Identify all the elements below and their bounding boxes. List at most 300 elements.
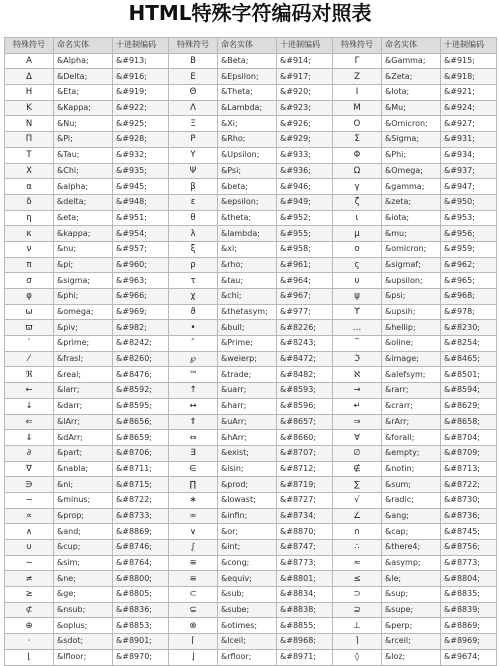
- entity-name-cell: &nsub;: [54, 602, 113, 618]
- decimal-code-cell: &#953;: [441, 210, 497, 226]
- symbol-cell: ™: [169, 367, 218, 383]
- entity-name-cell: &ge;: [54, 587, 113, 603]
- symbol-cell: √: [333, 492, 382, 508]
- decimal-code-cell: &#920;: [277, 85, 333, 101]
- decimal-code-cell: &#956;: [441, 226, 497, 242]
- symbol-cell: ∏: [169, 477, 218, 493]
- entity-name-cell: &iota;: [382, 210, 441, 226]
- decimal-code-cell: &#8260;: [113, 351, 169, 367]
- symbol-cell: ⌈: [169, 634, 218, 650]
- symbol-cell: Χ: [5, 163, 54, 179]
- entity-name-cell: &omega;: [54, 304, 113, 320]
- header-entity-name: 命名实体: [54, 38, 113, 54]
- entity-name-cell: &delta;: [54, 194, 113, 210]
- symbol-cell: ∧: [5, 524, 54, 540]
- decimal-code-cell: &#949;: [277, 194, 333, 210]
- page-title: HTML特殊字符编码对照表: [128, 1, 372, 25]
- symbol-cell: Φ: [333, 147, 382, 163]
- symbol-cell: ≤: [333, 571, 382, 587]
- decimal-code-cell: &#8243;: [277, 336, 333, 352]
- symbol-cell: Σ: [333, 132, 382, 148]
- decimal-code-cell: &#915;: [441, 53, 497, 69]
- entity-name-cell: &chi;: [218, 289, 277, 305]
- symbol-cell: ≠: [5, 571, 54, 587]
- entity-name-cell: &asymp;: [382, 555, 441, 571]
- decimal-code-cell: &#927;: [441, 116, 497, 132]
- entity-name-cell: &sum;: [382, 477, 441, 493]
- decimal-code-cell: &#8800;: [113, 571, 169, 587]
- symbol-cell: ≈: [333, 555, 382, 571]
- symbol-cell: Υ: [169, 147, 218, 163]
- symbol-cell: λ: [169, 226, 218, 242]
- table-row: [5, 163, 497, 179]
- decimal-code-cell: &#8657;: [277, 414, 333, 430]
- decimal-code-cell: &#8482;: [277, 367, 333, 383]
- decimal-code-cell: &#8707;: [277, 445, 333, 461]
- decimal-code-cell: &#963;: [113, 273, 169, 289]
- symbol-cell: …: [333, 320, 382, 336]
- symbol-cell: ϖ: [5, 320, 54, 336]
- decimal-code-cell: &#8254;: [441, 336, 497, 352]
- entity-name-cell: &sim;: [54, 555, 113, 571]
- decimal-code-cell: &#925;: [113, 116, 169, 132]
- symbol-cell: ⌋: [169, 649, 218, 665]
- decimal-code-cell: &#8855;: [277, 618, 333, 634]
- header-entity-name: 命名实体: [218, 38, 277, 54]
- entity-name-cell: &alpha;: [54, 179, 113, 195]
- entity-name-cell: &nu;: [54, 241, 113, 257]
- symbol-cell: →: [333, 383, 382, 399]
- entity-name-cell: &int;: [218, 540, 277, 556]
- decimal-code-cell: &#962;: [441, 257, 497, 273]
- symbol-cell: ∋: [5, 477, 54, 493]
- entity-name-cell: &Omicron;: [382, 116, 441, 132]
- decimal-code-cell: &#8594;: [441, 383, 497, 399]
- entity-name-cell: &epsilon;: [218, 194, 277, 210]
- symbol-cell: ⊗: [169, 618, 218, 634]
- decimal-code-cell: &#8715;: [113, 477, 169, 493]
- entity-name-cell: &there4;: [382, 540, 441, 556]
- symbol-cell: ε: [169, 194, 218, 210]
- decimal-code-cell: &#8805;: [113, 587, 169, 603]
- symbol-cell: ⌊: [5, 649, 54, 665]
- decimal-code-cell: &#8476;: [113, 367, 169, 383]
- decimal-code-cell: &#923;: [277, 100, 333, 116]
- table-row: [5, 555, 497, 571]
- symbol-cell: ⊂: [169, 587, 218, 603]
- decimal-code-cell: &#982;: [113, 320, 169, 336]
- decimal-code-cell: &#8764;: [113, 555, 169, 571]
- decimal-code-cell: &#8629;: [441, 398, 497, 414]
- entity-name-cell: &psi;: [382, 289, 441, 305]
- symbol-cell: ∑: [333, 477, 382, 493]
- table-row: [5, 179, 497, 195]
- entity-name-cell: &rho;: [218, 257, 277, 273]
- entity-name-cell: &loz;: [382, 649, 441, 665]
- symbol-cell: Τ: [5, 147, 54, 163]
- decimal-code-cell: &#931;: [441, 132, 497, 148]
- decimal-code-cell: &#8745;: [441, 524, 497, 540]
- table-row: [5, 508, 497, 524]
- symbol-cell: ∉: [333, 461, 382, 477]
- decimal-code-cell: &#968;: [441, 289, 497, 305]
- decimal-code-cell: &#945;: [113, 179, 169, 195]
- entity-name-cell: &lArr;: [54, 414, 113, 430]
- table-row: [5, 414, 497, 430]
- decimal-code-cell: &#950;: [441, 194, 497, 210]
- symbol-cell: ⊇: [333, 602, 382, 618]
- table-row: [5, 257, 497, 273]
- symbol-cell: ∀: [333, 430, 382, 446]
- decimal-code-cell: &#965;: [441, 273, 497, 289]
- entity-name-cell: &zeta;: [382, 194, 441, 210]
- table-row: [5, 226, 497, 242]
- header-symbol: 特殊符号: [333, 38, 382, 54]
- entity-name-cell: &Beta;: [218, 53, 277, 69]
- decimal-code-cell: &#913;: [113, 53, 169, 69]
- entity-name-cell: &uarr;: [218, 383, 277, 399]
- symbol-cell: ο: [333, 241, 382, 257]
- decimal-code-cell: &#969;: [113, 304, 169, 320]
- symbol-cell: Κ: [5, 100, 54, 116]
- decimal-code-cell: &#8711;: [113, 461, 169, 477]
- entity-name-cell: &crarr;: [382, 398, 441, 414]
- entity-name-cell: &bull;: [218, 320, 277, 336]
- table-row: [5, 100, 497, 116]
- table-row: [5, 69, 497, 85]
- decimal-code-cell: &#8706;: [113, 445, 169, 461]
- table-body: [5, 53, 497, 665]
- table-row: [5, 587, 497, 603]
- table-row: [5, 430, 497, 446]
- entity-name-cell: &oline;: [382, 336, 441, 352]
- symbol-cell: ∈: [169, 461, 218, 477]
- symbol-cell: ⊃: [333, 587, 382, 603]
- table-row: [5, 492, 497, 508]
- symbol-cell: ∫: [169, 540, 218, 556]
- entity-name-cell: &nabla;: [54, 461, 113, 477]
- decimal-code-cell: &#8869;: [113, 524, 169, 540]
- symbol-cell: ⊕: [5, 618, 54, 634]
- decimal-code-cell: &#8756;: [441, 540, 497, 556]
- entity-name-cell: &Delta;: [54, 69, 113, 85]
- decimal-code-cell: &#8870;: [277, 524, 333, 540]
- entity-name-cell: &rfloor;: [218, 649, 277, 665]
- table-row: [5, 477, 497, 493]
- entity-name-cell: &uArr;: [218, 414, 277, 430]
- entity-name-cell: &weierp;: [218, 351, 277, 367]
- symbol-cell: Β: [169, 53, 218, 69]
- symbol-cell: ℵ: [333, 367, 382, 383]
- symbol-cell: Ρ: [169, 132, 218, 148]
- symbol-cell: φ: [5, 289, 54, 305]
- symbol-cell: ⁄: [5, 351, 54, 367]
- symbol-cell: ↑: [169, 383, 218, 399]
- entity-name-cell: &gamma;: [382, 179, 441, 195]
- entity-name-cell: &Zeta;: [382, 69, 441, 85]
- decimal-code-cell: &#8596;: [277, 398, 333, 414]
- entity-name-cell: &prime;: [54, 336, 113, 352]
- entity-name-cell: &phi;: [54, 289, 113, 305]
- symbol-cell: ∝: [5, 508, 54, 524]
- symbol-cell: ∴: [333, 540, 382, 556]
- symbol-cell: ⊥: [333, 618, 382, 634]
- table-row: [5, 304, 497, 320]
- symbol-cell: ℑ: [333, 351, 382, 367]
- header-decimal-code: 十进制编码: [277, 38, 333, 54]
- decimal-code-cell: &#8659;: [113, 430, 169, 446]
- entity-table: [4, 37, 497, 666]
- symbol-cell: ν: [5, 241, 54, 257]
- decimal-code-cell: &#8901;: [113, 634, 169, 650]
- symbol-cell: ∞: [169, 508, 218, 524]
- entity-name-cell: &sube;: [218, 602, 277, 618]
- symbol-cell: Λ: [169, 100, 218, 116]
- symbol-cell: −: [5, 492, 54, 508]
- decimal-code-cell: &#929;: [277, 132, 333, 148]
- header-symbol: 特殊符号: [169, 38, 218, 54]
- entity-name-cell: &upsilon;: [382, 273, 441, 289]
- symbol-cell: ℜ: [5, 367, 54, 383]
- decimal-code-cell: &#954;: [113, 226, 169, 242]
- entity-name-cell: &exist;: [218, 445, 277, 461]
- symbol-cell: β: [169, 179, 218, 195]
- decimal-code-cell: &#8839;: [441, 602, 497, 618]
- table-row: [5, 540, 497, 556]
- decimal-code-cell: &#8713;: [441, 461, 497, 477]
- decimal-code-cell: &#8836;: [113, 602, 169, 618]
- entity-name-cell: &perp;: [382, 618, 441, 634]
- entity-name-cell: &ang;: [382, 508, 441, 524]
- symbol-cell: ◊: [333, 649, 382, 665]
- decimal-code-cell: &#8465;: [441, 351, 497, 367]
- symbol-cell: κ: [5, 226, 54, 242]
- entity-name-cell: &alefsym;: [382, 367, 441, 383]
- entity-name-cell: &kappa;: [54, 226, 113, 242]
- decimal-code-cell: &#8869;: [441, 618, 497, 634]
- table-row: [5, 461, 497, 477]
- decimal-code-cell: &#933;: [277, 147, 333, 163]
- table-row: [5, 383, 497, 399]
- decimal-code-cell: &#8969;: [441, 634, 497, 650]
- symbol-cell: Ο: [333, 116, 382, 132]
- entity-name-cell: &sigmaf;: [382, 257, 441, 273]
- entity-name-cell: &infin;: [218, 508, 277, 524]
- header-symbol: 特殊符号: [5, 38, 54, 54]
- decimal-code-cell: &#921;: [441, 85, 497, 101]
- symbol-cell: ∗: [169, 492, 218, 508]
- decimal-code-cell: &#8719;: [277, 477, 333, 493]
- entity-name-cell: &Sigma;: [382, 132, 441, 148]
- decimal-code-cell: &#8593;: [277, 383, 333, 399]
- entity-name-cell: &rarr;: [382, 383, 441, 399]
- header-entity-name: 命名实体: [382, 38, 441, 54]
- decimal-code-cell: &#924;: [441, 100, 497, 116]
- decimal-code-cell: &#964;: [277, 273, 333, 289]
- decimal-code-cell: &#8746;: [113, 540, 169, 556]
- entity-name-cell: &Lambda;: [218, 100, 277, 116]
- symbol-cell: ∠: [333, 508, 382, 524]
- entity-name-cell: &forall;: [382, 430, 441, 446]
- entity-name-cell: &trade;: [218, 367, 277, 383]
- symbol-cell: Ι: [333, 85, 382, 101]
- entity-name-cell: &upsih;: [382, 304, 441, 320]
- symbol-cell: ≡: [169, 571, 218, 587]
- table-row: [5, 524, 497, 540]
- decimal-code-cell: &#8656;: [113, 414, 169, 430]
- decimal-code-cell: &#955;: [277, 226, 333, 242]
- table-row: [5, 289, 497, 305]
- table-row: [5, 367, 497, 383]
- entity-name-cell: &real;: [54, 367, 113, 383]
- entity-name-cell: &Rho;: [218, 132, 277, 148]
- entity-name-cell: &tau;: [218, 273, 277, 289]
- decimal-code-cell: &#8658;: [441, 414, 497, 430]
- entity-name-cell: &Pi;: [54, 132, 113, 148]
- entity-name-cell: &otimes;: [218, 618, 277, 634]
- entity-name-cell: &Alpha;: [54, 53, 113, 69]
- entity-name-cell: &Prime;: [218, 336, 277, 352]
- entity-name-cell: &lceil;: [218, 634, 277, 650]
- symbol-cell: ∩: [333, 524, 382, 540]
- decimal-code-cell: &#936;: [277, 163, 333, 179]
- decimal-code-cell: &#8709;: [441, 445, 497, 461]
- entity-name-cell: &oplus;: [54, 618, 113, 634]
- table-row: [5, 53, 497, 69]
- decimal-code-cell: &#961;: [277, 257, 333, 273]
- entity-name-cell: &pi;: [54, 257, 113, 273]
- entity-name-cell: &supe;: [382, 602, 441, 618]
- decimal-code-cell: &#8595;: [113, 398, 169, 414]
- header-decimal-code: 十进制编码: [441, 38, 497, 54]
- table-row: [5, 116, 497, 132]
- symbol-cell: Η: [5, 85, 54, 101]
- symbol-cell: Ζ: [333, 69, 382, 85]
- symbol-cell: Ε: [169, 69, 218, 85]
- symbol-cell: Ψ: [169, 163, 218, 179]
- symbol-cell: ⇔: [169, 430, 218, 446]
- entity-name-cell: &thetasym;: [218, 304, 277, 320]
- symbol-cell: ϑ: [169, 304, 218, 320]
- decimal-code-cell: &#8971;: [277, 649, 333, 665]
- symbol-cell: χ: [169, 289, 218, 305]
- symbol-cell: ⊆: [169, 602, 218, 618]
- entity-name-cell: &rArr;: [382, 414, 441, 430]
- symbol-cell: Ξ: [169, 116, 218, 132]
- symbol-cell: Γ: [333, 53, 382, 69]
- symbol-cell: ℘: [169, 351, 218, 367]
- decimal-code-cell: &#8773;: [277, 555, 333, 571]
- symbol-cell: Μ: [333, 100, 382, 116]
- symbol-cell: ↓: [5, 398, 54, 414]
- entity-name-cell: &and;: [54, 524, 113, 540]
- entity-name-cell: &Omega;: [382, 163, 441, 179]
- entity-name-cell: &isin;: [218, 461, 277, 477]
- entity-name-cell: &hArr;: [218, 430, 277, 446]
- header-row: [5, 38, 497, 54]
- symbol-cell: ⇑: [169, 414, 218, 430]
- decimal-code-cell: &#8230;: [441, 320, 497, 336]
- entity-name-cell: &lfloor;: [54, 649, 113, 665]
- symbol-cell: υ: [333, 273, 382, 289]
- entity-name-cell: &sup;: [382, 587, 441, 603]
- symbol-cell: ↔: [169, 398, 218, 414]
- entity-name-cell: &Psi;: [218, 163, 277, 179]
- entity-name-cell: &Tau;: [54, 147, 113, 163]
- decimal-code-cell: &#951;: [113, 210, 169, 226]
- symbol-cell: ι: [333, 210, 382, 226]
- symbol-cell: ↵: [333, 398, 382, 414]
- symbol-cell: η: [5, 210, 54, 226]
- symbol-cell: •: [169, 320, 218, 336]
- decimal-code-cell: &#919;: [113, 85, 169, 101]
- decimal-code-cell: &#8834;: [277, 587, 333, 603]
- decimal-code-cell: &#8747;: [277, 540, 333, 556]
- decimal-code-cell: &#914;: [277, 53, 333, 69]
- symbol-cell: ζ: [333, 194, 382, 210]
- symbol-cell: ≥: [5, 587, 54, 603]
- decimal-code-cell: &#948;: [113, 194, 169, 210]
- entity-name-cell: &eta;: [54, 210, 113, 226]
- decimal-code-cell: &#8804;: [441, 571, 497, 587]
- symbol-cell: ϒ: [333, 304, 382, 320]
- decimal-code-cell: &#8773;: [441, 555, 497, 571]
- table-row: [5, 634, 497, 650]
- decimal-code-cell: &#917;: [277, 69, 333, 85]
- entity-name-cell: &darr;: [54, 398, 113, 414]
- entity-name-cell: &radic;: [382, 492, 441, 508]
- decimal-code-cell: &#8801;: [277, 571, 333, 587]
- decimal-code-cell: &#959;: [441, 241, 497, 257]
- entity-name-cell: &dArr;: [54, 430, 113, 446]
- symbol-cell: ∇: [5, 461, 54, 477]
- entity-name-cell: &part;: [54, 445, 113, 461]
- entity-name-cell: &Epsilon;: [218, 69, 277, 85]
- decimal-code-cell: &#8226;: [277, 320, 333, 336]
- table-row: [5, 336, 497, 352]
- header-decimal-code: 十进制编码: [113, 38, 169, 54]
- decimal-code-cell: &#918;: [441, 69, 497, 85]
- entity-name-cell: &prod;: [218, 477, 277, 493]
- symbol-cell: μ: [333, 226, 382, 242]
- entity-name-cell: &ni;: [54, 477, 113, 493]
- symbol-cell: γ: [333, 179, 382, 195]
- symbol-cell: Ν: [5, 116, 54, 132]
- table-row: [5, 320, 497, 336]
- symbol-cell: ∂: [5, 445, 54, 461]
- table-row: [5, 618, 497, 634]
- symbol-cell: ⇒: [333, 414, 382, 430]
- symbol-cell: ψ: [333, 289, 382, 305]
- table-row: [5, 398, 497, 414]
- table-row: [5, 571, 497, 587]
- entity-name-cell: &Xi;: [218, 116, 277, 132]
- decimal-code-cell: &#8501;: [441, 367, 497, 383]
- decimal-code-cell: &#8734;: [277, 508, 333, 524]
- symbol-cell: ς: [333, 257, 382, 273]
- entity-name-cell: &lambda;: [218, 226, 277, 242]
- table-row: [5, 273, 497, 289]
- table-row: [5, 210, 497, 226]
- decimal-code-cell: &#960;: [113, 257, 169, 273]
- entity-name-cell: &Mu;: [382, 100, 441, 116]
- entity-name-cell: &theta;: [218, 210, 277, 226]
- decimal-code-cell: &#8730;: [441, 492, 497, 508]
- symbol-cell: π: [5, 257, 54, 273]
- entity-name-cell: &sub;: [218, 587, 277, 603]
- decimal-code-cell: &#957;: [113, 241, 169, 257]
- symbol-cell: Θ: [169, 85, 218, 101]
